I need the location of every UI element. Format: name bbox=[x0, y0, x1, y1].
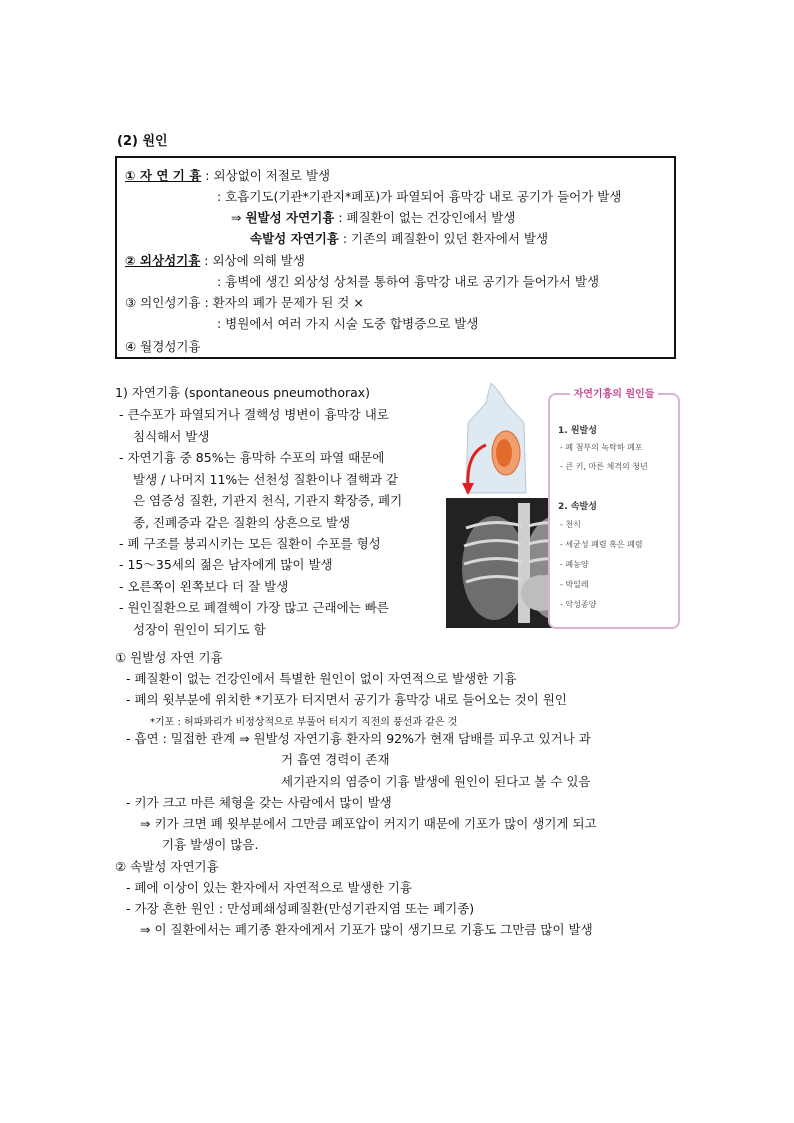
section1-bullet: - 오른쪽이 왼쪽보다 더 잘 발생 bbox=[119, 579, 289, 594]
section1-title: 1) 자연기흉 (spontaneous pneumothorax) bbox=[115, 385, 371, 400]
section2-title: ① 원발성 자연 기흉 bbox=[115, 650, 223, 665]
panel-item: - 세균성 폐렴 혹은 폐렴 bbox=[560, 540, 643, 549]
section1-bullet: - 큰수포가 파열되거나 결핵성 병변이 흉막강 내로 bbox=[119, 407, 389, 422]
causes-box bbox=[115, 156, 676, 359]
panel-heading: 2. 속발성 bbox=[558, 502, 597, 512]
panel-item: - 천식 bbox=[560, 520, 581, 529]
section1-bullet-cont: 침식해서 발생 bbox=[133, 429, 210, 444]
section3-line: - 폐에 이상이 있는 환자에서 자연적으로 발생한 기흉 bbox=[126, 880, 412, 895]
section1-bullet-cont: 성장이 원인이 되기도 함 bbox=[133, 622, 266, 637]
panel-item: - 박일레 bbox=[560, 580, 589, 589]
spontaneous-detail: : 호흡기도(기관*기관지*폐포)가 파열되어 흉막강 내로 공기가 들어가 발생 bbox=[217, 189, 622, 204]
section2-line: - 폐질환이 없는 건강인에서 특별한 원인이 없이 자연적으로 발생한 기흉 bbox=[126, 671, 517, 686]
section1-bullet: - 15～35세의 젊은 남자에게 많이 발생 bbox=[119, 557, 333, 572]
spontaneous-label: ① 자 연 기 흉 bbox=[125, 168, 202, 183]
iatrogenic-label: ③ 의인성기흉 bbox=[125, 295, 201, 310]
panel-item: - 악성종양 bbox=[560, 600, 597, 609]
catamenial-label: ④ 월경성기흉 bbox=[125, 339, 201, 354]
section1-bullet-cont: 종, 진폐증과 같은 질환의 상흔으로 발생 bbox=[133, 515, 351, 530]
panel-heading: 1. 원발성 bbox=[558, 426, 597, 436]
section2-line-cont: 거 흡연 경력이 존재 bbox=[281, 752, 390, 767]
traumatic-detail: : 흉벽에 생긴 외상성 상처를 통하여 흉막강 내로 공기가 들어가서 발생 bbox=[217, 274, 600, 289]
section2-line: ⇒ 키가 크면 폐 윗부분에서 그만큼 폐포압이 커지기 때문에 기포가 많이 생기게 되고 bbox=[140, 816, 597, 831]
panel-item: - 큰 키, 마른 체격의 청년 bbox=[560, 462, 648, 471]
causes-panel bbox=[548, 389, 680, 629]
secondary-desc: : 기존의 폐질환이 있던 환자에서 발생 bbox=[342, 231, 549, 246]
panel-item: - 폐 첨부의 녹탁하 폐포 bbox=[560, 443, 643, 452]
section2-line-cont: 기흉 발생이 많음. bbox=[162, 837, 259, 852]
traumatic-desc: : 외상에 의해 발생 bbox=[204, 253, 305, 268]
section3-line: ⇒ 이 질환에서는 폐기종 환자에게서 기포가 많이 생기므로 기흉도 그만큼 많이 발생 bbox=[140, 922, 593, 937]
footnote: *기포 : 허파꽈리가 비정상적으로 부풀어 터지기 직전의 풍선과 같은 것 bbox=[150, 717, 458, 728]
panel-item: - 폐농양 bbox=[560, 560, 589, 569]
section3-title: ② 속발성 자연기흉 bbox=[115, 859, 219, 874]
section2-line: - 흡연 : 밀접한 관계 ⇒ 원발성 자연기흉 환자의 92%가 현재 담배를 피우고 있거나 과 bbox=[126, 731, 591, 746]
iatrogenic-detail: : 병원에서 여러 가지 시술 도중 합병증으로 발생 bbox=[217, 316, 479, 331]
panel-title: 자연기흉의 원인들 bbox=[570, 389, 659, 400]
section1-bullet-cont: 은 염증성 질환, 기관지 천식, 기관지 확장증, 폐기 bbox=[133, 493, 403, 508]
traumatic-label: ② 외상성기흉 bbox=[125, 253, 201, 268]
arrow-icon: ⇒ bbox=[231, 210, 242, 225]
spontaneous-desc: : 외상없이 저절로 발생 bbox=[205, 168, 331, 183]
iatrogenic-desc: : 환자의 폐가 문제가 된 것 × bbox=[204, 295, 364, 310]
section3-line: - 가장 흔한 원인 : 만성폐쇄성폐질환(만성기관지염 또는 폐기종) bbox=[126, 901, 475, 916]
section1-bullet: - 원인질환으로 폐결핵이 가장 많고 근래에는 빠른 bbox=[119, 600, 389, 615]
torso-illustration-icon bbox=[446, 383, 546, 498]
section1-bullet: - 자연기흉 중 85%는 흉막하 수포의 파열 때문에 bbox=[119, 450, 385, 465]
primary-label: 원발성 자연기흉 bbox=[245, 210, 335, 225]
section2-line: - 폐의 윗부분에 위치한 *기포가 터지면서 공기가 흉막강 내로 들어오는 것이 원인 bbox=[126, 692, 567, 707]
pneumothorax-figure bbox=[446, 383, 680, 628]
section1-bullet-cont: 발생 / 나머지 11%는 선천성 질환이나 결핵과 같 bbox=[133, 472, 399, 487]
section2-line: - 키가 크고 마른 체형을 갖는 사람에서 많이 발생 bbox=[126, 795, 392, 810]
primary-desc: : 폐질환이 없는 건강인에서 발생 bbox=[338, 210, 516, 225]
section1-bullet: - 폐 구조를 붕괴시키는 모든 질환이 수포를 형성 bbox=[119, 536, 381, 551]
section2-line-cont: 세기관지의 염증이 기흉 발생에 원인이 된다고 볼 수 있음 bbox=[281, 774, 591, 789]
section-heading: (2) 원인 bbox=[117, 134, 168, 149]
secondary-label: 속발성 자연기흉 bbox=[250, 231, 339, 246]
